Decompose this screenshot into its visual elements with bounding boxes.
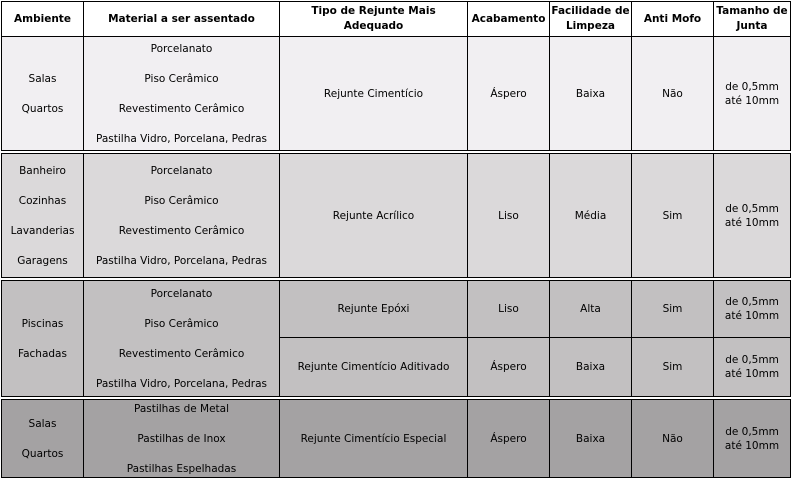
junta-min: de 0,5mm (725, 296, 779, 308)
header-row (2, 2, 791, 37)
junta-max: até 10mm (724, 94, 780, 107)
ambiente-item: Fachadas (18, 347, 67, 360)
limpeza-cell: Alta (550, 281, 632, 338)
junta-max: até 10mm (724, 368, 780, 380)
acabamento-cell: Áspero (468, 37, 550, 151)
anti-mofo-cell: Sim (632, 338, 714, 397)
header-tamanho-junta: Tamanho de Junta (714, 2, 791, 37)
ambiente-cell (2, 37, 84, 151)
junta-cell (714, 154, 791, 278)
tipo-rejunte-cell: Rejunte Acrílico (280, 154, 468, 278)
limpeza-cell: Baixa (550, 400, 632, 478)
ambiente-item: Quartos (21, 447, 64, 460)
ambiente-item: Cozinhas (18, 194, 67, 207)
ambiente-item: Piscinas (21, 317, 64, 330)
junta-max: até 10mm (724, 310, 780, 322)
grout-comparison-table (1, 1, 791, 478)
header-tipo-rejunte: Tipo de Rejunte Mais Adequado (280, 2, 468, 37)
material-cell (84, 281, 280, 397)
table-row (2, 37, 791, 151)
limpeza-cell: Baixa (550, 37, 632, 151)
anti-mofo-cell: Não (632, 400, 714, 478)
tipo-rejunte-cell: Rejunte Cimentício Especial (280, 400, 468, 478)
tipo-rejunte-cell: Rejunte Epóxi (280, 281, 468, 338)
table-row (2, 154, 791, 278)
material-item: Pastilha Vidro, Porcelana, Pedras (96, 377, 267, 390)
material-cell (84, 400, 280, 478)
material-cell (84, 154, 280, 278)
material-item: Revestimento Cerâmico (118, 102, 245, 115)
ambiente-item: Garagens (17, 254, 68, 267)
header-material: Material a ser assentado (84, 2, 280, 37)
acabamento-cell: Liso (468, 281, 550, 338)
anti-mofo-cell: Sim (632, 281, 714, 338)
ambiente-item: Quartos (21, 102, 64, 115)
ambiente-cell (2, 400, 84, 478)
ambiente-item: Banheiro (19, 164, 66, 177)
table-row (2, 400, 791, 478)
junta-min: de 0,5mm (725, 80, 779, 93)
material-item: Revestimento Cerâmico (118, 347, 245, 360)
junta-min: de 0,5mm (725, 354, 779, 366)
junta-min: de 0,5mm (725, 425, 779, 438)
tipo-rejunte-cell: Rejunte Cimentício (280, 37, 468, 151)
acabamento-cell: Liso (468, 154, 550, 278)
material-item: Porcelanato (150, 287, 213, 300)
header-ambiente: Ambiente (2, 2, 84, 37)
anti-mofo-cell: Sim (632, 154, 714, 278)
junta-cell (714, 338, 791, 397)
table-row (2, 281, 791, 338)
junta-max: até 10mm (724, 216, 780, 229)
ambiente-item: Lavanderias (10, 224, 75, 237)
material-item: Pastilha Vidro, Porcelana, Pedras (96, 132, 267, 145)
ambiente-cell (2, 154, 84, 278)
header-anti-mofo: Anti Mofo (632, 2, 714, 37)
material-item: Pastilhas Espelhadas (126, 462, 237, 475)
material-item: Piso Cerâmico (144, 317, 219, 330)
junta-cell (714, 281, 791, 338)
limpeza-cell: Baixa (550, 338, 632, 397)
junta-max: até 10mm (724, 439, 780, 452)
material-item: Revestimento Cerâmico (118, 224, 245, 237)
material-item: Piso Cerâmico (144, 194, 219, 207)
junta-cell (714, 37, 791, 151)
material-item: Pastilha Vidro, Porcelana, Pedras (96, 254, 267, 267)
ambiente-item: Salas (28, 417, 57, 430)
material-item: Pastilhas de Inox (137, 432, 226, 445)
acabamento-cell: Áspero (468, 400, 550, 478)
header-facilidade-limpeza: Facilidade de Limpeza (550, 2, 632, 37)
limpeza-cell: Média (550, 154, 632, 278)
ambiente-item: Salas (28, 72, 57, 85)
material-item: Pastilhas de Metal (133, 402, 230, 415)
material-item: Porcelanato (150, 164, 213, 177)
tipo-rejunte-cell: Rejunte Cimentício Aditivado (280, 338, 468, 397)
junta-cell (714, 400, 791, 478)
header-acabamento: Acabamento (468, 2, 550, 37)
anti-mofo-cell: Não (632, 37, 714, 151)
material-item: Porcelanato (150, 42, 213, 55)
ambiente-cell (2, 281, 84, 397)
material-cell (84, 37, 280, 151)
material-item: Piso Cerâmico (144, 72, 219, 85)
junta-min: de 0,5mm (725, 202, 779, 215)
acabamento-cell: Áspero (468, 338, 550, 397)
